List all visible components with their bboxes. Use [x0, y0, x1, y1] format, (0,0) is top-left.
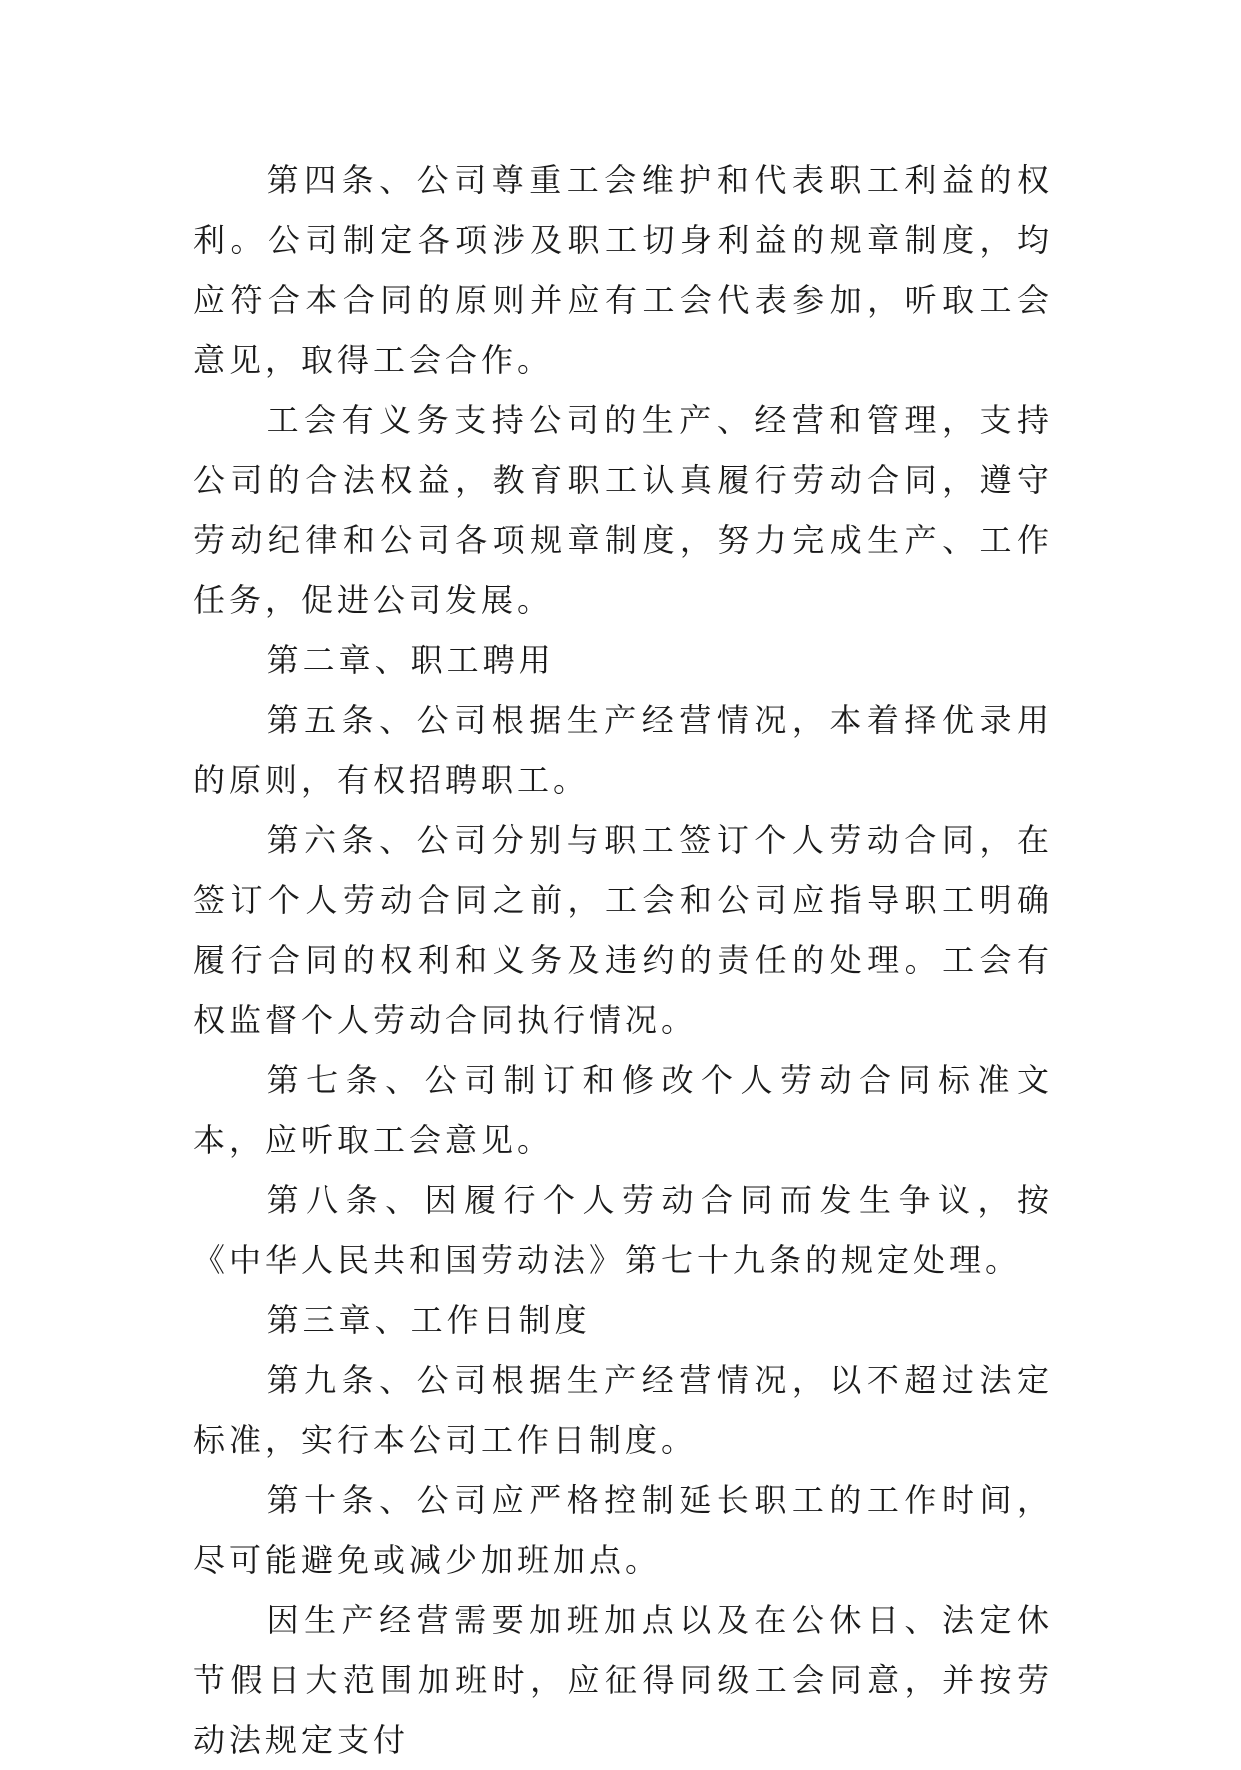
overtime-paragraph: 因生产经营需要加班加点以及在公休日、法定休节假日大范围加班时，应征得同级工会同意，并按劳动法规定支付 — [193, 1601, 1053, 1759]
article-4-paragraph: 第四条、公司尊重工会维护和代表职工利益的权利。公司制定各项涉及职工切身利益的规章制度，均应符合本合同的原则并应有工会代表参加，听取工会意见，取得工会合作。 — [193, 161, 1053, 379]
chapter-2-heading: 第二章、职工聘用 — [266, 641, 555, 679]
article-8-paragraph: 第八条、因履行个人劳动合同而发生争议，按《中华人民共和国劳动法》第七十九条的规定处理。 — [193, 1181, 1053, 1279]
article-5-paragraph: 第五条、公司根据生产经营情况，本着择优录用的原则，有权招聘职工。 — [193, 701, 1053, 799]
document-body — [193, 150, 1053, 1770]
article-10-paragraph: 第十条、公司应严格控制延长职工的工作时间，尽可能避免或减少加班加点。 — [193, 1481, 1053, 1579]
article-9-paragraph: 第九条、公司根据生产经营情况，以不超过法定标准，实行本公司工作日制度。 — [193, 1361, 1053, 1459]
article-7-paragraph: 第七条、公司制订和修改个人劳动合同标准文本，应听取工会意见。 — [193, 1061, 1053, 1159]
union-obligation-paragraph: 工会有义务支持公司的生产、经营和管理，支持公司的合法权益，教育职工认真履行劳动合同，遵守劳动纪律和公司各项规章制度，努力完成生产、工作任务，促进公司发展。 — [193, 401, 1053, 619]
chapter-3-heading: 第三章、工作日制度 — [266, 1301, 591, 1339]
article-6-paragraph: 第六条、公司分别与职工签订个人劳动合同，在签订个人劳动合同之前，工会和公司应指导职工明确履行合同的权利和义务及违约的责任的处理。工会有权监督个人劳动合同执行情况。 — [193, 821, 1053, 1039]
